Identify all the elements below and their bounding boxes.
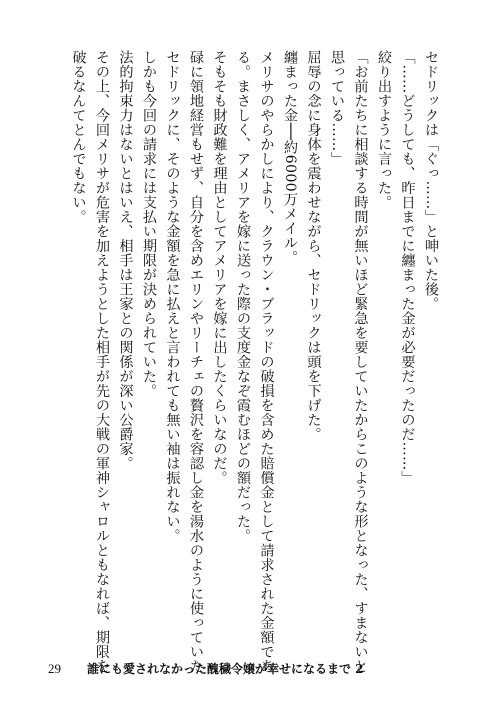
text-line: る。まさしく、アメリアを嫁に送った際の支度金なぞ霞むほどの額だった。 [235, 50, 251, 543]
text-line: セドリックに、そのような金額を急に払えと言われても無い袖は振れない。 [164, 50, 181, 543]
text-line: 絞り出すように言った。 [376, 50, 392, 210]
text-line: 思っている……」 [329, 50, 345, 166]
text-line: 法的拘束力はないとはいえ、相手は王家との関係が深い公爵家。 [117, 50, 134, 471]
text-line: しかも今回の請求には支払い期限が決められていた。 [141, 50, 157, 398]
text-line: 破るなんてとんでもない。 [70, 50, 87, 224]
text-line: メリサのやらかしにより、クラウン・ブラッドの破損を含めた賠償金として請求された金額であ [258, 50, 275, 674]
text-line: 纏まった金──約6000万メイル。 [282, 50, 298, 265]
text-line: 屈辱の念に身体を震わせながら、セドリックは頭を下げた。 [305, 50, 322, 442]
text-line: その上、今回メリサが危害を加えようとした相手が先の大戦の軍神シャロルともなれば、期限を [94, 50, 110, 674]
book-title: 誰にも愛されなかった醜穢令嬢が幸せになるまで 2 [86, 662, 364, 676]
text-line: 碌に領地経営もせず、自分を含めエリンやリーチェの贅沢を容認し金を湯水のように使っていた [188, 50, 204, 674]
text-line: 「お前たちに相談する時間が無いほど緊急を要していたからこのような形となった、すまないと [352, 50, 369, 674]
text-line: セドリックは「ぐっ……」と呻いた後。 [423, 50, 439, 311]
page-number: 29 [48, 661, 61, 676]
page-footer [48, 660, 364, 677]
text-line: 「……どうしても、昨日までに纏まった金が必要だったのだ……」 [399, 50, 416, 485]
text-line: そもそも財政難を理由としてアメリアを嫁に出したくらいなのだ。 [211, 50, 228, 485]
